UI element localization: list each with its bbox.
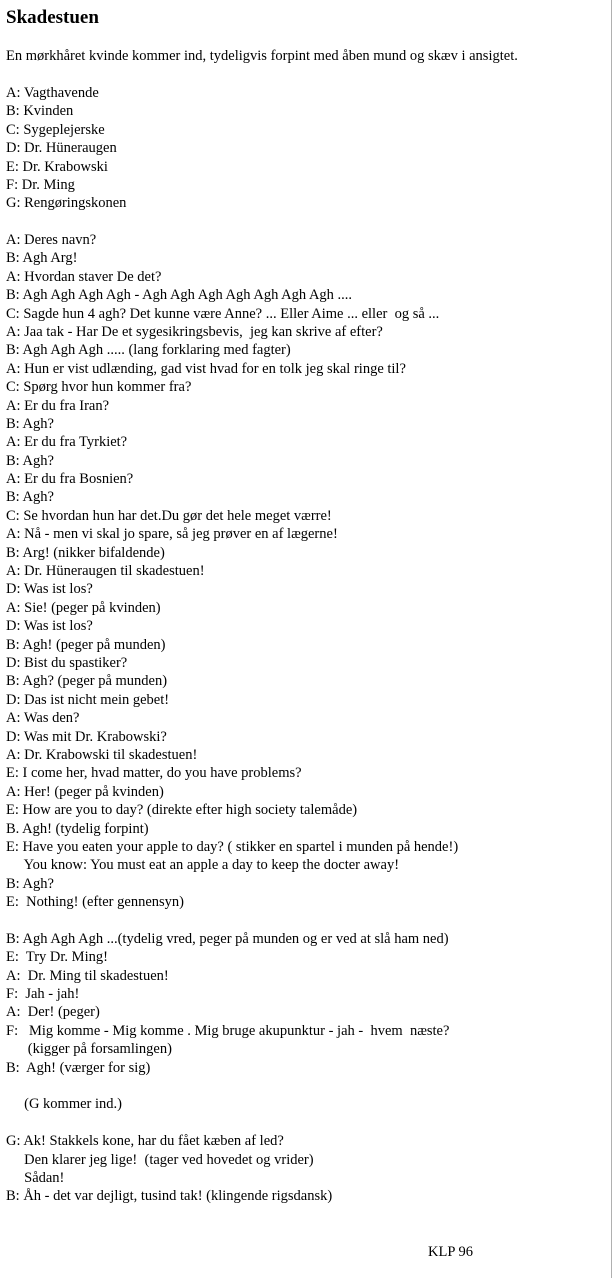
dialogue-line: A: Dr. Hüneraugen til skadestuen! [6,563,205,580]
dialogue-line: E: I come her, hvad matter, do you have problems? [6,765,302,782]
dialogue-line: D: Das ist nicht mein gebet! [6,691,170,708]
dialogue-line: (G kommer ind.) [6,1096,122,1113]
dialogue-line: A: Deres navn? [6,232,97,248]
dialogue-line: B: Agh? [6,415,54,432]
dialogue-line: D: Bist du spastiker? [6,654,128,671]
dialogue-line: Den klarer jeg lige! (tager ved hovedet og vrider) [6,1151,314,1168]
dialogue-line: B. Agh! (tydelig forpint) [6,820,149,837]
dialogue-line: B: Agh? [6,452,54,469]
dialogue-line: E: Try Dr. Ming! [6,949,108,966]
dialogue-line: D: Was ist los? [6,581,93,598]
dialogue-line: B: Agh Agh Agh ..... (lang forklaring med fagter) [6,342,291,359]
dialogue-line: B: Agh? [6,875,54,892]
dialogue-line: E: Nothing! (efter gennensyn) [6,894,184,911]
dialogue-line: A: Der! (peger) [6,1004,100,1021]
dialogue-line: A: Hvordan staver De det? [6,268,162,285]
dialogue-line: C: Se hvordan hun har det.Du gør det hele meget værre! [6,507,332,524]
dialogue-line: B: Agh Agh Agh ...(tydelig vred, peger på munden og er ved at slå ham ned) [6,930,449,947]
dialogue-line: B: Agh Arg! [6,250,78,267]
dialogue-line: A: Her! (peger på kvinden) [6,783,164,800]
dialogue-script [6,231,458,1206]
dialogue-line: F: Mig komme - Mig komme . Mig bruge akupunktur - jah - hvem næste? [6,1022,450,1039]
dialogue-line: B: Arg! (nikker bifaldende) [6,544,165,561]
dialogue-line: B: Agh? [6,489,54,506]
dialogue-line: A: Dr. Ming til skadestuen! [6,967,169,984]
dialogue-line: A: Jaa tak - Har De et sygesikringsbevis, jeg kan skrive af efter? [6,323,383,340]
dialogue-line: A: Nå - men vi skal jo spare, så jeg prøver en af lægerne! [6,526,338,543]
cast-member: D: Dr. Hüneraugen [6,140,117,157]
dialogue-line: G: Ak! Stakkels kone, har du fået kæben af led? [6,1133,284,1150]
dialogue-line: B: Agh? (peger på munden) [6,673,168,690]
dialogue-line: C: Spørg hvor hun kommer fra? [6,379,192,396]
blank-line [6,911,458,929]
dialogue-line: B: Agh! (værger for sig) [6,1059,151,1076]
intro-paragraph: En mørkhåret kvinde kommer ind, tydeligvis forpint med åben mund og skæv i ansigtet. [6,48,518,64]
dialogue-line: B: Agh! (peger på munden) [6,636,166,653]
dialogue-line: D: Was mit Dr. Krabowski? [6,728,167,745]
dialogue-line: A: Was den? [6,710,80,727]
cast-member: E: Dr. Krabowski [6,158,108,175]
dialogue-line: C: Sagde hun 4 agh? Det kunne være Anne? ... Eller Aime ... eller og så ... [6,305,440,322]
cast-member: B: Kvinden [6,103,74,120]
cast-member: F: Dr. Ming [6,176,75,193]
signature: KLP 96 [428,1244,473,1260]
dialogue-line: B: Åh - det var dejligt, tusind tak! (klingende rigsdansk) [6,1188,333,1205]
dialogue-line: E: How are you to day? (direkte efter high society talemåde) [6,802,358,819]
dialogue-line: E: Have you eaten your apple to day? ( stikker en spartel i munden på hende!) [6,838,459,855]
dialogue-line: D: Was ist los? [6,618,93,635]
blank-line [6,1114,458,1132]
dialogue-line: (kigger på forsamlingen) [6,1041,172,1058]
dialogue-line: A: Er du fra Tyrkiet? [6,434,128,451]
dialogue-line: A: Er du fra Bosnien? [6,471,134,488]
dialogue-line: A: Er du fra Iran? [6,397,110,414]
dialogue-line: A: Sie! (peger på kvinden) [6,599,161,616]
dialogue-line: You know: You must eat an apple a day to keep the docter away! [6,857,400,874]
cast-member: C: Sygeplejerske [6,121,105,138]
dialogue-line: B: Agh Agh Agh Agh - Agh Agh Agh Agh Agh Agh Agh .... [6,287,353,304]
cast-list [6,84,126,213]
dialogue-line: A: Dr. Krabowski til skadestuen! [6,746,198,763]
blank-line [6,1077,458,1095]
dialogue-line: A: Hun er vist udlænding, gad vist hvad for en tolk jeg skal ringe til? [6,360,406,377]
cast-member: A: Vagthavende [6,85,99,101]
cast-member: G: Rengøringskonen [6,195,127,212]
dialogue-line: Sådan! [6,1169,65,1186]
dialogue-line: F: Jah - jah! [6,986,80,1003]
page-title: Skadestuen [6,7,99,28]
